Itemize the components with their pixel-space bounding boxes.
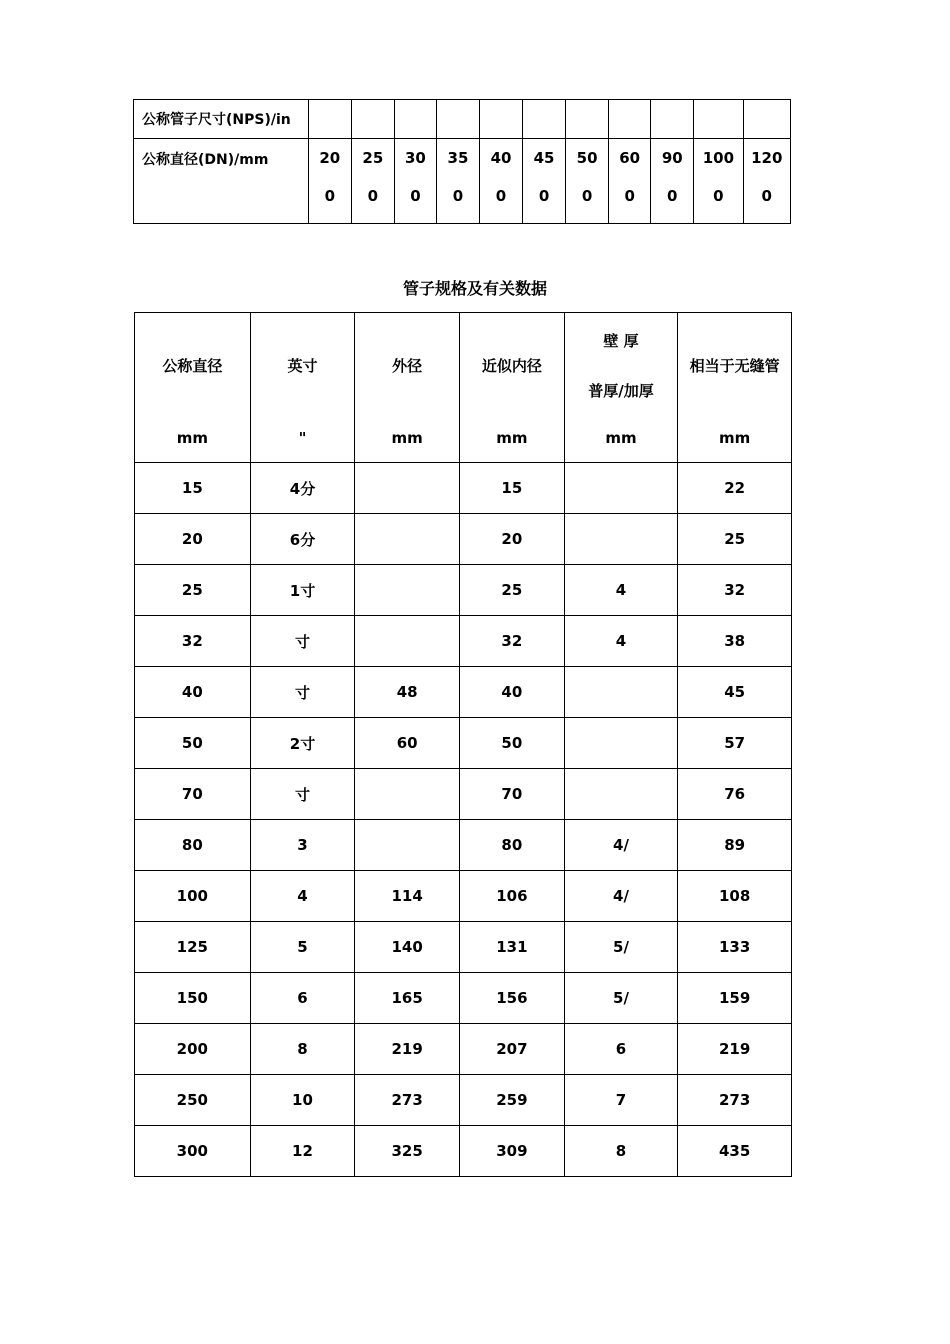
cell-inch: 5 [250,922,355,973]
dn-cell [480,139,523,224]
cell-wall-thickness [564,463,678,514]
header-row [135,313,792,463]
dn-value-top: 120 [751,149,783,167]
cell-inch: 3 [250,820,355,871]
cell-nominal-dia: 32 [135,616,251,667]
cell-wall-thickness: 5/ [564,922,678,973]
cell-inner-dia: 15 [460,463,565,514]
cell-inner-dia: 40 [460,667,565,718]
dn-value-bottom: 0 [495,187,507,205]
dn-value-bottom: 0 [624,187,635,205]
cell-inch: 6 [250,973,355,1024]
cell-seamless: 45 [678,667,792,718]
dn-cell [308,139,351,224]
dn-value-top: 25 [362,149,384,167]
cell-inch: 4 [250,871,355,922]
cell-seamless: 273 [678,1075,792,1126]
header-outer-dia [355,313,460,463]
cell-nominal-dia: 20 [135,514,251,565]
table-row [135,1126,792,1177]
cell-inch: 2寸 [250,718,355,769]
cell-inner-dia: 70 [460,769,565,820]
cell-nominal-dia: 125 [135,922,251,973]
cell-nominal-dia: 80 [135,820,251,871]
nps-cell [436,100,479,139]
cell-wall-thickness [564,514,678,565]
cell-seamless: 159 [678,973,792,1024]
dn-value-top: 30 [404,149,426,167]
cell-outer-dia: 60 [355,718,460,769]
dn-value-bottom: 0 [581,187,593,205]
cell-nominal-dia: 100 [135,871,251,922]
header-label: 壁 厚 [603,332,639,350]
cell-outer-dia: 325 [355,1126,460,1177]
cell-nominal-dia: 300 [135,1126,251,1177]
dn-label: 公称直径(DN)/mm [134,139,309,224]
header-unit: mm [719,429,751,447]
cell-inner-dia: 50 [460,718,565,769]
cell-wall-thickness [564,769,678,820]
cell-seamless: 38 [678,616,792,667]
dn-value-top: 50 [576,149,598,167]
table-title: 管子规格及有关数据 [402,279,547,298]
dn-value-top: 40 [490,149,512,167]
header-inner-dia [460,313,565,463]
cell-seamless: 25 [678,514,792,565]
nps-cell [743,100,790,139]
header-unit: mm [605,429,637,447]
cell-wall-thickness: 4/ [564,871,678,922]
cell-inch: 寸 [250,769,355,820]
cell-wall-thickness: 6 [564,1024,678,1075]
cell-seamless: 133 [678,922,792,973]
table-row [135,463,792,514]
table-row [135,820,792,871]
cell-wall-thickness [564,667,678,718]
cell-inner-dia: 156 [460,973,565,1024]
dn-value-bottom: 0 [667,187,678,205]
nps-cell [308,100,351,139]
header-label: 外径 [392,357,423,375]
table-row [135,973,792,1024]
cell-nominal-dia: 50 [135,718,251,769]
dn-value-top: 45 [533,149,555,167]
nps-cell [394,100,436,139]
cell-outer-dia [355,769,460,820]
dn-cell [523,139,566,224]
cell-outer-dia [355,820,460,871]
cell-inch: 1寸 [250,565,355,616]
cell-outer-dia: 114 [355,871,460,922]
dn-cell [351,139,394,224]
dn-value-bottom: 0 [713,187,724,205]
nps-dn-table [133,99,791,224]
dn-cell [436,139,479,224]
table-row [135,922,792,973]
cell-inner-dia: 131 [460,922,565,973]
dn-value-bottom: 0 [761,187,772,205]
table-row [135,1024,792,1075]
cell-seamless: 108 [678,871,792,922]
pipe-spec-table [134,312,792,1177]
cell-nominal-dia: 200 [135,1024,251,1075]
table-row [135,1075,792,1126]
cell-inner-dia: 309 [460,1126,565,1177]
nps-cell [609,100,651,139]
cell-inner-dia: 259 [460,1075,565,1126]
cell-inch: 10 [250,1075,355,1126]
dn-cell [394,139,436,224]
nps-cell [351,100,394,139]
header-label: 相当于无缝管 [689,357,780,375]
header-unit: mm [391,429,423,447]
cell-inch: 6分 [250,514,355,565]
cell-inner-dia: 20 [460,514,565,565]
dn-cell [694,139,743,224]
dn-value-top: 60 [619,149,641,167]
header-seamless [678,313,792,463]
cell-outer-dia: 140 [355,922,460,973]
cell-inch: 4分 [250,463,355,514]
cell-inner-dia: 80 [460,820,565,871]
table-row [135,667,792,718]
nps-row [134,100,791,139]
cell-outer-dia [355,565,460,616]
nps-cell [480,100,523,139]
header-nominal-dia [135,313,251,463]
dn-cell [743,139,790,224]
cell-seamless: 89 [678,820,792,871]
header-inch [250,313,355,463]
table-row [135,514,792,565]
cell-inch: 寸 [250,616,355,667]
nps-cell [523,100,566,139]
cell-wall-thickness: 4 [564,565,678,616]
table-row [135,871,792,922]
dn-value-bottom: 0 [367,187,379,205]
cell-nominal-dia: 25 [135,565,251,616]
dn-value-top: 90 [661,149,683,167]
header-sublabel: 普厚/加厚 [588,382,654,400]
table-row [135,565,792,616]
nps-label: 公称管子尺寸(NPS)/in [134,100,309,139]
cell-outer-dia: 219 [355,1024,460,1075]
cell-nominal-dia: 40 [135,667,251,718]
cell-outer-dia: 273 [355,1075,460,1126]
table-row [135,769,792,820]
header-label: 英寸 [287,357,318,375]
cell-inner-dia: 106 [460,871,565,922]
header-unit: mm [176,429,208,447]
nps-cell [694,100,743,139]
dn-value-top: 20 [319,149,341,167]
cell-inch: 12 [250,1126,355,1177]
cell-seamless: 435 [678,1126,792,1177]
dn-cell [566,139,609,224]
cell-wall-thickness: 4 [564,616,678,667]
cell-seamless: 219 [678,1024,792,1075]
dn-value-bottom: 0 [324,187,335,205]
nps-cell [566,100,609,139]
dn-value-top: 35 [447,149,469,167]
cell-nominal-dia: 70 [135,769,251,820]
cell-wall-thickness: 5/ [564,973,678,1024]
header-unit: " [298,429,307,447]
cell-outer-dia [355,616,460,667]
cell-outer-dia [355,463,460,514]
cell-nominal-dia: 150 [135,973,251,1024]
cell-outer-dia: 48 [355,667,460,718]
table-row [135,718,792,769]
dn-cell [609,139,651,224]
nps-cell [651,100,694,139]
cell-outer-dia [355,514,460,565]
cell-wall-thickness [564,718,678,769]
cell-inner-dia: 32 [460,616,565,667]
cell-inner-dia: 25 [460,565,565,616]
dn-value-bottom: 0 [410,187,421,205]
dn-value-bottom: 0 [538,187,550,205]
cell-seamless: 57 [678,718,792,769]
cell-outer-dia: 165 [355,973,460,1024]
dn-value-bottom: 0 [452,187,464,205]
header-wall-thickness [564,313,678,463]
cell-inner-dia: 207 [460,1024,565,1075]
dn-cell [651,139,694,224]
header-label: 公称直径 [162,357,223,375]
cell-seamless: 22 [678,463,792,514]
cell-nominal-dia: 250 [135,1075,251,1126]
cell-wall-thickness: 8 [564,1126,678,1177]
table-row [135,616,792,667]
cell-wall-thickness: 7 [564,1075,678,1126]
dn-row [134,139,791,224]
header-label: 近似内径 [481,357,542,375]
cell-inch: 寸 [250,667,355,718]
cell-wall-thickness: 4/ [564,820,678,871]
dn-value-top: 100 [702,149,735,167]
cell-nominal-dia: 15 [135,463,251,514]
cell-seamless: 76 [678,769,792,820]
cell-inch: 8 [250,1024,355,1075]
header-unit: mm [496,429,528,447]
cell-seamless: 32 [678,565,792,616]
